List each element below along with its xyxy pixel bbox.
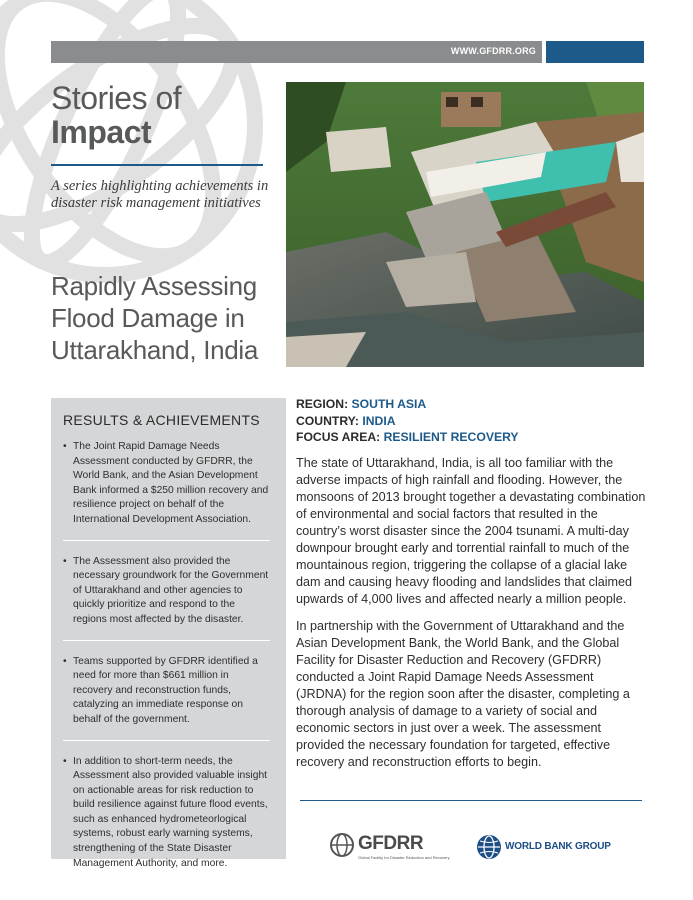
gfdrr-wordmark: GFDRR bbox=[358, 833, 424, 854]
region-value: SOUTH ASIA bbox=[351, 397, 427, 411]
body-paragraph: The state of Uttarakhand, India, is all too familiar with the adverse impacts of high rainfall and flooding. However, the monsoons of 2013 brought together a devastating combination of environmental and social factors that resulted in the country’s worst disaster since the 2004 tsunami. A multi-day downpour brought early and torrential rainfall to much of the mountainous region, triggering the collapse of a glacial lake dam and causing heavy flooding and landslides that claimed upwards of 4,000 lives and affected nearly a million people. bbox=[296, 456, 646, 606]
country-value: INDIA bbox=[362, 413, 396, 428]
focus-area-line bbox=[296, 429, 519, 446]
focus-area-label: FOCUS AREA: bbox=[296, 430, 381, 444]
world-bank-wordmark: WORLD BANK GROUP bbox=[505, 841, 611, 852]
focus-area-value: RESILIENT RECOVERY bbox=[383, 430, 519, 444]
list-item: • The Assessment also provided the necessary groundwork for the Government of Uttarakhand and other agencies to quickly prioritize and respond to the regions most affected by the disaster. bbox=[63, 555, 270, 641]
story-headline: Rapidly Assessing Flood Damage in Uttarakhand, India bbox=[51, 271, 259, 365]
gfdrr-subtitle: Global Facility for Disaster Reduction and Recovery bbox=[358, 855, 450, 860]
list-item: • The Joint Rapid Damage Needs Assessment conducted by GFDRR, the World Bank, and the Asian Development Bank informed a $250 million recovery and resilience project on behalf of the International Development Association. bbox=[63, 440, 270, 541]
title-stories-of: Stories of bbox=[51, 80, 182, 116]
story-metadata bbox=[296, 396, 519, 446]
website-link[interactable]: WWW.GFDRR.ORG bbox=[450, 46, 536, 56]
country-line bbox=[296, 413, 519, 430]
story-body bbox=[296, 455, 646, 781]
header-accent-block bbox=[546, 41, 644, 63]
world-bank-globe-icon bbox=[476, 834, 502, 860]
gfdrr-logo[interactable] bbox=[329, 831, 449, 863]
list-item: • In addition to short-term needs, the Assessment also provided valuable insight on actionable areas for risk reduction to build resilience against future flood events, such as enhanced hydrometeorlogical systems, robust early warning systems, strengthening of the State Disaster Management Authority, and more. bbox=[63, 755, 270, 872]
region-line bbox=[296, 396, 519, 413]
region-label: REGION: bbox=[296, 397, 349, 411]
results-sidebar bbox=[51, 398, 286, 869]
body-divider bbox=[300, 800, 642, 801]
flood-damage-photo bbox=[286, 82, 644, 367]
country-label: COUNTRY: bbox=[296, 413, 359, 428]
gfdrr-globe-icon bbox=[329, 831, 355, 859]
world-bank-group-logo[interactable] bbox=[476, 834, 616, 860]
list-item: • Teams supported by GFDRR identified a need for more than $661 million in recovery and reconstruction funds, catalyzing an immediate response on behalf of the government. bbox=[63, 655, 270, 741]
results-list bbox=[63, 440, 270, 871]
series-tagline: A series highlighting achievements in disaster risk management initiatives bbox=[51, 178, 269, 211]
title-impact: Impact bbox=[51, 114, 152, 150]
title-divider bbox=[51, 164, 263, 166]
sidebar-title: RESULTS & ACHIEVEMENTS bbox=[63, 412, 260, 428]
body-paragraph: In partnership with the Government of Uttarakhand and the Asian Development Bank, the World Bank, and the Global Facility for Disaster Reduction and Recovery (GFDRR) conducted a Joint Rapid Damage Needs Assessment (JRDNA) for the region soon after the disaster, completing a thorough analysis of damage to a variety of social and economic sectors in just over a week. The assessment provided the necessary foundation for targeted, effective recovery and reconstruction efforts to begin. bbox=[296, 619, 630, 769]
header-bar bbox=[51, 41, 542, 63]
